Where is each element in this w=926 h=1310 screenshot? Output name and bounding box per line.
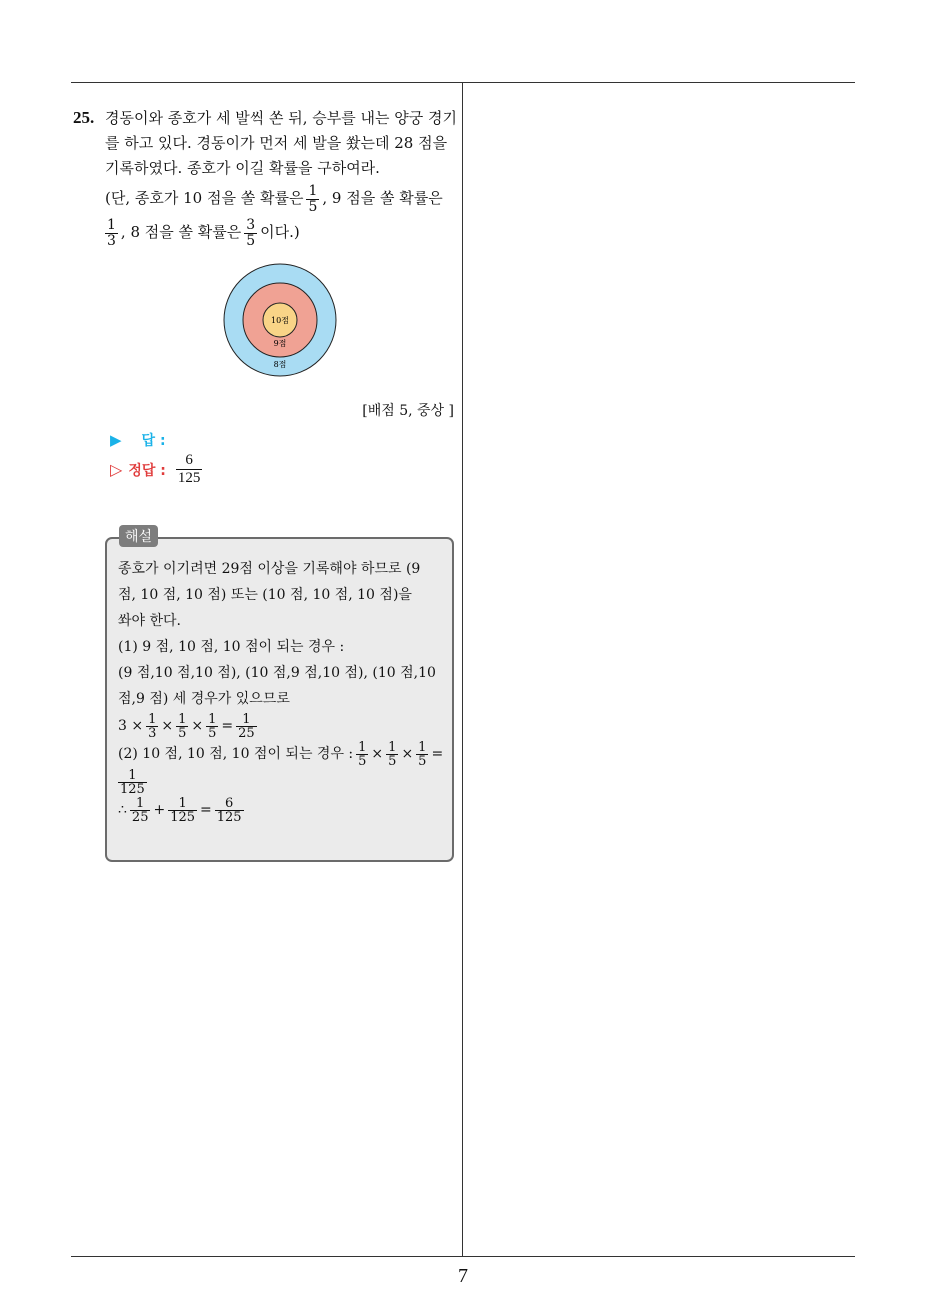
fraction-p8: $\frac{3}{5}$ xyxy=(246,216,256,249)
fraction-p9: $\frac{1}{3}$ xyxy=(107,216,116,249)
explanation-line: (1) 9 점, 10 점, 10 점이 되는 경우 : xyxy=(118,639,345,655)
bottom-rule xyxy=(71,1256,855,1257)
outline-triangle-icon: ▷ xyxy=(110,460,123,479)
question-line: 경동이와 종호가 세 발씩 쏜 뒤, 승부를 내는 양궁 경기 xyxy=(105,109,457,127)
question-condition: (단, 종호가 10 점을 쏠 확률은 $\frac{1}{5}$ , 9 점을 쏠 확률은 xyxy=(105,182,443,215)
explanation-line: 쏴야 한다. xyxy=(118,613,181,629)
explanation-line: 점,9 점) 세 경우가 있으므로 xyxy=(118,691,290,707)
solution-label: 정답 : xyxy=(128,462,166,479)
equation-1: 3 × $\frac{1}{3}$ × $\frac{1}{5}$ × $\frac{1}{5}$ = $\frac{1}{25}$ xyxy=(118,711,255,741)
question-condition: $\frac{1}{3}$ , 8 점을 쏠 확률은 $\frac{3}{5}$ 이다.) xyxy=(107,216,300,249)
score-difficulty: [배점 5, 중상 ] xyxy=(362,403,454,419)
equation-2: (2) 10 점, 10 점, 10 점이 되는 경우 : $\frac{1}{5}$ × $\frac{1}{5}$ × $\frac{1}{5}$ = xyxy=(118,739,444,769)
explanation-line: 점, 10 점, 10 점) 또는 (10 점, 10 점, 10 점)을 xyxy=(118,587,412,603)
answer-row xyxy=(110,430,166,450)
explanation-text xyxy=(118,556,444,824)
solution-row xyxy=(110,452,205,487)
play-triangle-icon: ▶ xyxy=(110,431,122,449)
question-number: 25. xyxy=(73,108,95,127)
target-figure xyxy=(223,263,337,377)
question-line: 를 하고 있다. 경동이가 먼저 세 발을 쐈는데 28 점을 xyxy=(105,134,448,152)
top-rule xyxy=(71,82,855,83)
target-label-10: 10점 xyxy=(271,316,289,325)
equation-2-result: $\frac{1}{125}$ xyxy=(120,767,145,797)
question-text xyxy=(105,106,457,249)
equation-3: ∴ $\frac{1}{25}$ + $\frac{1}{125}$ = $\frac{6}{125}$ xyxy=(118,795,242,825)
page-number: 7 xyxy=(458,1265,468,1287)
answer-label: 답 : xyxy=(141,433,166,449)
explanation-line: 종호가 이기려면 29점 이상을 기록해야 하므로 (9 xyxy=(118,561,421,577)
fraction-p10: $\frac{1}{5}$ xyxy=(308,182,318,215)
explanation-tag: 해설 xyxy=(119,525,158,547)
question-line: 기록하였다. 종호가 이길 확률을 구하여라. xyxy=(105,159,380,177)
target-label-9: 9점 xyxy=(273,339,287,348)
explanation-line: (9 점,10 점,10 점), (10 점,9 점,10 점), (10 점,10 xyxy=(118,665,436,681)
target-label-8: 8점 xyxy=(273,360,287,369)
column-divider xyxy=(462,82,463,1256)
solution-fraction: $\frac{6}{125}$ xyxy=(177,452,201,486)
